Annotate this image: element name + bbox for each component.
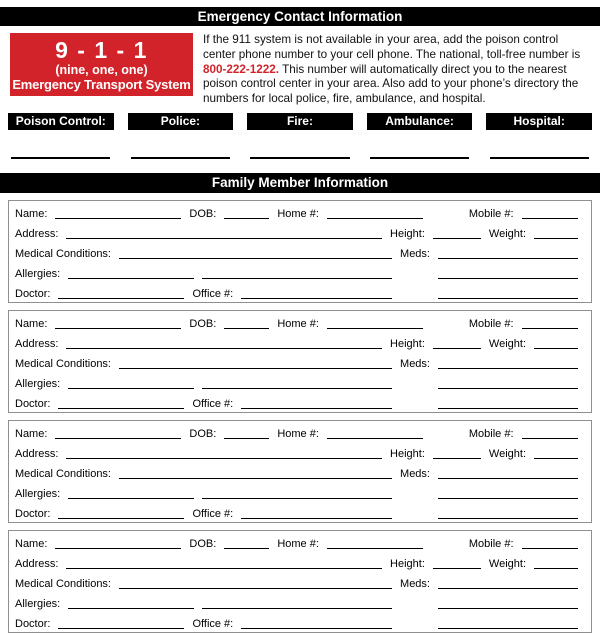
- medical-conditions-input-line[interactable]: [119, 579, 392, 589]
- office-phone-input-line[interactable]: [241, 399, 392, 409]
- member-row-allergies: [15, 483, 578, 503]
- dob-input-line[interactable]: [224, 539, 269, 549]
- address-input-line[interactable]: [66, 559, 382, 569]
- name-label: Name:: [15, 207, 48, 220]
- doctor-label: Doctor:: [15, 287, 51, 300]
- contact-label-hospital: Hospital:: [486, 113, 592, 130]
- meds-label: Meds:: [400, 467, 430, 480]
- member-row-medical: [15, 353, 578, 373]
- emergency-911-section: [0, 26, 600, 107]
- family-member-card: [8, 200, 592, 303]
- member-row-identity: [15, 423, 578, 443]
- mobile-phone-input-line[interactable]: [522, 319, 578, 329]
- height-input-line[interactable]: [433, 449, 481, 459]
- name-label: Name:: [15, 537, 48, 550]
- allergies-input-line[interactable]: [68, 269, 194, 279]
- meds-input-line[interactable]: [438, 359, 578, 369]
- member-row-doctor: [15, 393, 578, 413]
- meds-overflow-input-line-2[interactable]: [438, 399, 578, 409]
- name-input-line[interactable]: [55, 319, 181, 329]
- doctor-input-line[interactable]: [58, 399, 184, 409]
- emergency-transport-caption: Emergency Transport System: [12, 76, 191, 92]
- address-label: Address:: [15, 337, 59, 350]
- dob-label: DOB:: [189, 317, 217, 330]
- family-member-card: [8, 310, 592, 413]
- instructions-text-after: This number will automatically direct you to the nearest poison control center in your area. Also add to your phone’s directory the numbers for local police, fire, ambulance, and hospital.: [203, 62, 579, 106]
- family-member-header: Family Member Information: [0, 173, 600, 193]
- office-phone-label: Office #:: [192, 617, 234, 630]
- contact-label-ambulance: Ambulance:: [367, 113, 473, 130]
- name-input-line[interactable]: [55, 539, 181, 549]
- height-input-line[interactable]: [433, 339, 481, 349]
- member-row-identity: [15, 203, 578, 223]
- family-member-card: [8, 420, 592, 523]
- poison-control-instructions: [203, 33, 592, 107]
- doctor-input-line[interactable]: [58, 289, 184, 299]
- address-label: Address:: [15, 447, 59, 460]
- allergies-input-line[interactable]: [68, 489, 194, 499]
- mobile-phone-label: Mobile #:: [468, 317, 514, 330]
- home-phone-label: Home #:: [277, 317, 319, 330]
- member-row-medical: [15, 573, 578, 593]
- fire-input-line[interactable]: [250, 157, 349, 159]
- weight-label: Weight:: [488, 337, 526, 350]
- mobile-phone-input-line[interactable]: [522, 209, 578, 219]
- member-row-allergies: [15, 373, 578, 393]
- doctor-label: Doctor:: [15, 507, 51, 520]
- family-members: [0, 200, 600, 633]
- office-phone-label: Office #:: [192, 287, 234, 300]
- address-label: Address:: [15, 227, 59, 240]
- instructions-text-before: If the 911 system is not available in your area, add the poison control center phone number to your cell phone. The national, toll-free number is: [203, 33, 581, 61]
- home-phone-label: Home #:: [277, 427, 319, 440]
- doctor-label: Doctor:: [15, 617, 51, 630]
- member-row-address: [15, 333, 578, 353]
- address-input-line[interactable]: [66, 339, 382, 349]
- mobile-phone-label: Mobile #:: [468, 207, 514, 220]
- weight-label: Weight:: [488, 227, 526, 240]
- member-row-medical: [15, 243, 578, 263]
- meds-input-line[interactable]: [438, 579, 578, 589]
- allergies-input-line[interactable]: [68, 379, 194, 389]
- doctor-label: Doctor:: [15, 397, 51, 410]
- medical-conditions-label: Medical Conditions:: [15, 357, 111, 370]
- allergies-label: Allergies:: [15, 377, 61, 390]
- medical-conditions-label: Medical Conditions:: [15, 577, 111, 590]
- weight-label: Weight:: [488, 557, 526, 570]
- office-phone-label: Office #:: [192, 507, 234, 520]
- home-phone-input-line[interactable]: [327, 209, 423, 219]
- doctor-input-line[interactable]: [58, 619, 184, 629]
- emergency-contacts-label-row: [8, 113, 592, 130]
- family-member-card: [8, 530, 592, 633]
- meds-label: Meds:: [400, 247, 430, 260]
- meds-overflow-input-line[interactable]: [438, 269, 578, 279]
- mobile-phone-label: Mobile #:: [468, 427, 514, 440]
- member-row-address: [15, 443, 578, 463]
- address-input-line[interactable]: [66, 229, 382, 239]
- medical-conditions-input-line[interactable]: [119, 249, 392, 259]
- meds-input-line[interactable]: [438, 469, 578, 479]
- meds-input-line[interactable]: [438, 249, 578, 259]
- allergies-input-line[interactable]: [68, 599, 194, 609]
- allergies-label: Allergies:: [15, 487, 61, 500]
- nine-one-one-phonetic: (nine, one, one): [55, 62, 148, 77]
- meds-overflow-input-line[interactable]: [438, 599, 578, 609]
- allergies-overflow-input-line[interactable]: [202, 489, 392, 499]
- allergies-overflow-input-line[interactable]: [202, 269, 392, 279]
- name-label: Name:: [15, 427, 48, 440]
- address-input-line[interactable]: [66, 449, 382, 459]
- nine-one-one-number: 9 - 1 - 1: [55, 36, 148, 63]
- home-phone-label: Home #:: [277, 537, 319, 550]
- mobile-phone-input-line[interactable]: [522, 539, 578, 549]
- emergency-contacts-write-in-row: [8, 157, 592, 159]
- member-row-identity: [15, 533, 578, 553]
- mobile-phone-input-line[interactable]: [522, 429, 578, 439]
- weight-input-line[interactable]: [534, 559, 578, 569]
- doctor-input-line[interactable]: [58, 509, 184, 519]
- office-phone-input-line[interactable]: [241, 619, 392, 629]
- poison-control-phone-number: 800-222-1222.: [203, 62, 280, 76]
- height-input-line[interactable]: [433, 559, 481, 569]
- meds-overflow-input-line[interactable]: [438, 489, 578, 499]
- allergies-label: Allergies:: [15, 597, 61, 610]
- member-row-doctor: [15, 283, 578, 303]
- medical-conditions-input-line[interactable]: [119, 469, 392, 479]
- home-phone-label: Home #:: [277, 207, 319, 220]
- member-row-medical: [15, 463, 578, 483]
- weight-input-line[interactable]: [534, 339, 578, 349]
- height-label: Height:: [390, 447, 425, 460]
- member-row-address: [15, 223, 578, 243]
- allergies-label: Allergies:: [15, 267, 61, 280]
- hospital-input-line[interactable]: [490, 157, 589, 159]
- dob-label: DOB:: [189, 207, 217, 220]
- allergies-overflow-input-line[interactable]: [202, 379, 392, 389]
- address-label: Address:: [15, 557, 59, 570]
- name-input-line[interactable]: [55, 429, 181, 439]
- allergies-overflow-input-line[interactable]: [202, 599, 392, 609]
- dob-label: DOB:: [189, 537, 217, 550]
- meds-label: Meds:: [400, 357, 430, 370]
- dob-input-line[interactable]: [224, 209, 269, 219]
- medical-conditions-label: Medical Conditions:: [15, 247, 111, 260]
- medical-conditions-label: Medical Conditions:: [15, 467, 111, 480]
- emergency-contact-header: Emergency Contact Information: [0, 7, 600, 26]
- meds-overflow-input-line-2[interactable]: [438, 289, 578, 299]
- name-input-line[interactable]: [55, 209, 181, 219]
- home-phone-input-line[interactable]: [327, 319, 423, 329]
- dob-input-line[interactable]: [224, 319, 269, 329]
- home-phone-input-line[interactable]: [327, 539, 423, 549]
- home-phone-input-line[interactable]: [327, 429, 423, 439]
- member-row-allergies: [15, 263, 578, 283]
- member-row-allergies: [15, 593, 578, 613]
- height-label: Height:: [390, 557, 425, 570]
- name-label: Name:: [15, 317, 48, 330]
- meds-overflow-input-line[interactable]: [438, 379, 578, 389]
- meds-label: Meds:: [400, 577, 430, 590]
- office-phone-label: Office #:: [192, 397, 234, 410]
- police-input-line[interactable]: [131, 157, 230, 159]
- member-row-doctor: [15, 503, 578, 523]
- dob-label: DOB:: [189, 427, 217, 440]
- nine-one-one-box: [10, 33, 193, 96]
- medical-conditions-input-line[interactable]: [119, 359, 392, 369]
- member-row-address: [15, 553, 578, 573]
- meds-overflow-input-line-2[interactable]: [438, 619, 578, 629]
- weight-input-line[interactable]: [534, 229, 578, 239]
- dob-input-line[interactable]: [224, 429, 269, 439]
- contact-label-police: Police:: [128, 113, 234, 130]
- weight-label: Weight:: [488, 447, 526, 460]
- office-phone-input-line[interactable]: [241, 289, 392, 299]
- weight-input-line[interactable]: [534, 449, 578, 459]
- member-row-identity: [15, 313, 578, 333]
- height-input-line[interactable]: [433, 229, 481, 239]
- contact-label-fire: Fire:: [247, 113, 353, 130]
- office-phone-input-line[interactable]: [241, 509, 392, 519]
- height-label: Height:: [390, 227, 425, 240]
- contact-label-poison-control: Poison Control:: [8, 113, 114, 130]
- poison-control-input-line[interactable]: [11, 157, 110, 159]
- ambulance-input-line[interactable]: [370, 157, 469, 159]
- mobile-phone-label: Mobile #:: [468, 537, 514, 550]
- meds-overflow-input-line-2[interactable]: [438, 509, 578, 519]
- height-label: Height:: [390, 337, 425, 350]
